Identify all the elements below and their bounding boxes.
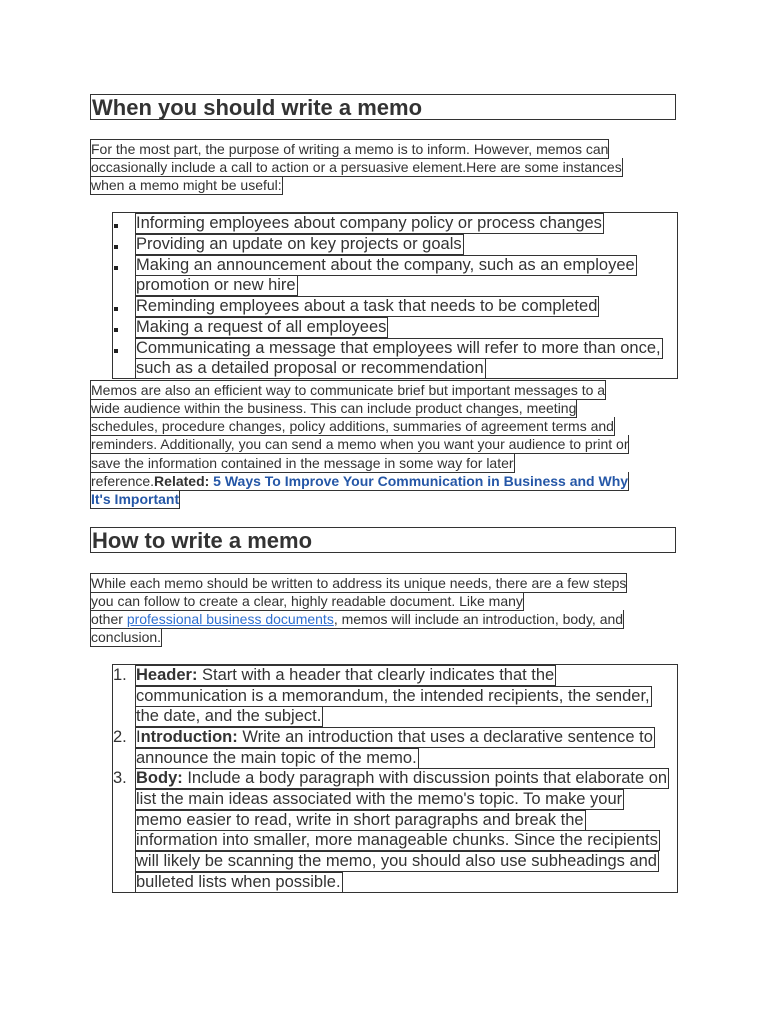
how-intro-text: other	[91, 611, 127, 627]
step-text: information into smaller, more manageable chunks. Since the recipients	[136, 831, 658, 849]
related-label: Related:	[154, 473, 210, 489]
list-item-text: Making a request of all employees	[136, 318, 387, 336]
step-number: 1.	[113, 666, 127, 684]
how-intro-text: , memos will include an introduction, body, and	[333, 611, 624, 627]
step-text	[135, 768, 669, 789]
list-item-text: Providing an update on key projects or goals	[136, 235, 462, 253]
related-line	[90, 472, 629, 491]
related-line-2	[90, 490, 180, 509]
step-text	[135, 665, 556, 686]
outro-line: reminders. Additionally, you can send a memo when you want your audience to print or	[91, 436, 629, 452]
bullet-icon	[114, 224, 118, 228]
step-text: communication is a memorandum, the intended recipients, the sender,	[136, 687, 650, 705]
intro-line: occasionally include a call to action or a persuasive element.Here are some instances	[91, 159, 622, 175]
bullet-icon	[114, 349, 118, 353]
section-heading-when: When you should write a memo	[90, 94, 676, 120]
list-item-text: promotion or new hire	[136, 276, 296, 294]
how-intro-line: you can follow to create a clear, highly readable document. Like many	[91, 593, 523, 609]
step-text: memo easier to read, write in short paragraphs and break the	[136, 811, 584, 829]
step-number: 3.	[113, 769, 127, 787]
bullet-icon	[114, 266, 118, 270]
step-label: Body:	[136, 769, 183, 787]
section-heading-how: How to write a memo	[90, 527, 676, 553]
bullet-icon	[114, 328, 118, 332]
bullet-icon	[114, 245, 118, 249]
bullet-icon	[114, 307, 118, 311]
how-intro-line	[90, 610, 624, 629]
intro-line: For the most part, the purpose of writing a memo is to inform. However, memos can	[91, 141, 609, 157]
step-text: announce the main topic of the memo.	[136, 749, 417, 767]
step-text: will likely be scanning the memo, you should also use subheadings and	[136, 852, 657, 870]
related-article-link-cont[interactable]: It's Important	[91, 491, 180, 507]
list-item-text: Making an announcement about the company, such as an employee	[136, 256, 635, 274]
list-item-text: Reminding employees about a task that needs to be completed	[136, 297, 598, 315]
related-prefix: reference.	[91, 473, 155, 489]
list-item-text: such as a detailed proposal or recommendation	[136, 359, 484, 377]
outro-line: wide audience within the business. This can include product changes, meeting	[91, 400, 577, 416]
list-item-text: Communicating a message that employees will refer to more than once,	[136, 339, 661, 357]
step-label: Header:	[136, 666, 198, 684]
step-text: list the main ideas associated with the memo's topic. To make your	[136, 790, 623, 808]
step-text-part: Include a body paragraph with discussion points that elaborate on	[182, 769, 668, 787]
how-intro-line: conclusion.	[91, 629, 162, 645]
step-number: 2.	[113, 728, 127, 746]
outro-line: Memos are also an efficient way to communicate brief but important messages to a	[91, 382, 606, 398]
step-label-prefix: I	[136, 728, 141, 746]
how-intro-line: While each memo should be written to address its unique needs, there are a few steps	[91, 575, 627, 591]
related-article-link[interactable]: 5 Ways To Improve Your Communication in Business and Why	[213, 473, 629, 489]
step-text-part: Write an introduction that uses a declarative sentence to	[237, 728, 653, 746]
intro-line: when a memo might be useful:	[91, 177, 282, 193]
outro-line: save the information contained in the message in some way for later	[91, 455, 514, 471]
step-text	[135, 727, 655, 748]
step-text: the date, and the subject.	[136, 707, 322, 725]
step-text-part: Start with a header that clearly indicates that the	[197, 666, 555, 684]
business-documents-link[interactable]: professional business documents	[126, 611, 334, 627]
outro-line: schedules, procedure changes, policy additions, summaries of agreement terms and	[91, 418, 614, 434]
list-item-text: Informing employees about company policy or process changes	[136, 214, 602, 232]
step-label: ntroduction:	[140, 728, 238, 746]
step-text: bulleted lists when possible.	[136, 873, 341, 891]
